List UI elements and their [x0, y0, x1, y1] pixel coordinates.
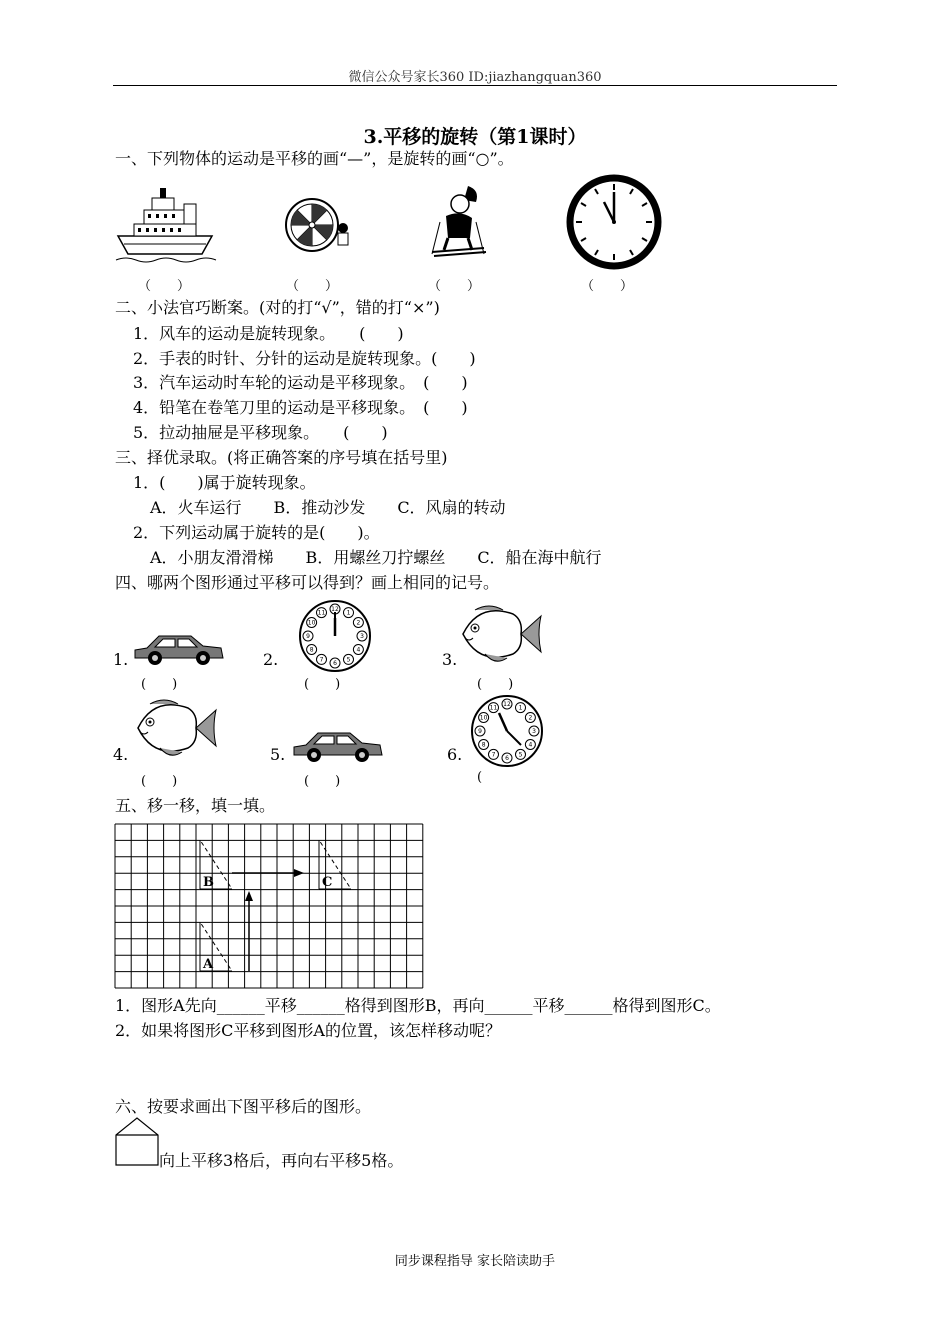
- house-shape-icon: [115, 1117, 161, 1167]
- clock-numeral: 8: [481, 741, 486, 749]
- car-icon: [292, 725, 384, 763]
- s4-number-5: 5.: [270, 745, 286, 764]
- clock-numeral: 1: [518, 704, 523, 712]
- s4-blank-4[interactable]: ( ): [141, 774, 178, 789]
- s2-item-4: 4．铅笔在卷笔刀里的运动是平移现象。 ( ): [133, 398, 468, 417]
- clock-numeral: 1: [346, 609, 351, 617]
- clock-numeral: 9: [306, 633, 310, 640]
- s4-blank-5[interactable]: ( ): [304, 774, 341, 789]
- fish-icon: [459, 602, 545, 668]
- clock-numeral: 4: [356, 646, 361, 654]
- grid-label-c: C: [322, 875, 333, 890]
- grid-label-a: A: [203, 957, 214, 972]
- clock-numeral: 3: [360, 633, 364, 640]
- s4-number-3: 3.: [442, 650, 458, 669]
- clock-numeral: 5: [346, 656, 351, 664]
- car-icon: [133, 628, 225, 666]
- header-divider: [113, 85, 837, 86]
- clock-numeral: 11: [489, 704, 498, 712]
- clock-numeral: 10: [307, 619, 316, 627]
- section2-heading: 二、小法官巧断案。(对的打“√”，错的打“×”): [115, 298, 440, 317]
- clock-numeral: 6: [505, 755, 509, 762]
- s2-item-5: 5．拉动抽屉是平移现象。 ( ): [133, 423, 388, 442]
- s4-number-2: 2.: [263, 650, 279, 669]
- section5-heading: 五、移一移，填一填。: [115, 796, 276, 815]
- clock-numeral: 10: [479, 714, 488, 722]
- s2-item-1: 1．风车的运动是旋转现象。 ( ): [133, 324, 404, 343]
- s5-q2: 2．如果将图形C平移到图形A的位置，该怎样移动呢？: [115, 1021, 501, 1040]
- numbered-clock-icon: [469, 693, 545, 769]
- clock-numeral: 9: [478, 728, 482, 735]
- page-header: 微信公众号家长360 ID:jiazhangquan360: [348, 70, 602, 85]
- s4-blank-3[interactable]: ( ): [477, 677, 514, 692]
- ship-icon: [116, 184, 216, 264]
- s4-number-4: 4.: [113, 745, 129, 764]
- page-footer: 同步课程指导 家长陪读助手: [394, 1254, 556, 1269]
- s2-item-2: 2．手表的时针、分针的运动是旋转现象。( ): [133, 349, 476, 368]
- s3-q1: 1．( )属于旋转现象。: [133, 473, 316, 492]
- translation-grid: [114, 823, 422, 989]
- section6-heading: 六、按要求画出下图平移后的图形。: [115, 1097, 372, 1116]
- s6-instruction: 向上平移3格后，再向右平移5格。: [159, 1151, 404, 1170]
- s5-q1: 1．图形A先向______平移______格得到图形B，再向______平移______格得到图形C。: [115, 996, 721, 1015]
- clock-numeral: 6: [333, 660, 337, 667]
- clock-numeral: 3: [532, 728, 536, 735]
- section4-heading: 四、哪两个图形通过平移可以得到？画上相同的记号。: [115, 573, 500, 592]
- clock-numeral: 2: [528, 714, 533, 722]
- s3-q1-options: A．火车运行 B．推动沙发 C．风扇的转动: [150, 498, 506, 517]
- s4-blank-1[interactable]: ( ): [141, 677, 178, 692]
- s3-q2: 2．下列运动属于旋转的是( )。: [133, 523, 380, 542]
- clock-icon: [566, 176, 662, 268]
- page-title: 3.平移的旋转（第1课时）: [363, 126, 587, 148]
- section1-heading: 一、下列物体的运动是平移的画“—”，是旋转的画“○”。: [115, 149, 514, 168]
- clock-numeral: 8: [309, 646, 314, 654]
- s1-blank-2[interactable]: （ ）: [286, 279, 339, 294]
- clock-numeral: 11: [317, 609, 326, 617]
- fan-wheel-icon: [282, 195, 352, 255]
- s4-number-1: 1.: [113, 650, 129, 669]
- section3-heading: 三、择优录取。(将正确答案的序号填在括号里): [115, 448, 448, 467]
- s4-number-6: 6.: [447, 745, 463, 764]
- grid-label-b: B: [203, 875, 214, 890]
- s1-blank-4[interactable]: （ ）: [581, 279, 634, 294]
- clock-numeral: 12: [503, 701, 511, 708]
- s3-q2-options: A．小朋友滑滑梯 B．用螺丝刀拧螺丝 C．船在海中航行: [150, 548, 602, 567]
- clock-numeral: 2: [356, 619, 361, 627]
- numbered-clock-icon: [297, 598, 373, 674]
- s1-blank-3[interactable]: （ ）: [428, 279, 481, 294]
- s4-blank-6[interactable]: (: [477, 770, 483, 785]
- clock-numeral: 5: [518, 751, 523, 759]
- clock-numeral: 7: [319, 656, 324, 664]
- clock-numeral: 7: [491, 751, 496, 759]
- skier-icon: [428, 182, 488, 262]
- s2-item-3: 3．汽车运动时车轮的运动是平移现象。 ( ): [133, 373, 468, 392]
- s4-blank-2[interactable]: ( ): [304, 677, 341, 692]
- fish-icon: [134, 696, 220, 762]
- clock-numeral: 12: [331, 606, 339, 613]
- clock-numeral: 4: [528, 741, 533, 749]
- s1-blank-1[interactable]: （ ）: [138, 279, 191, 294]
